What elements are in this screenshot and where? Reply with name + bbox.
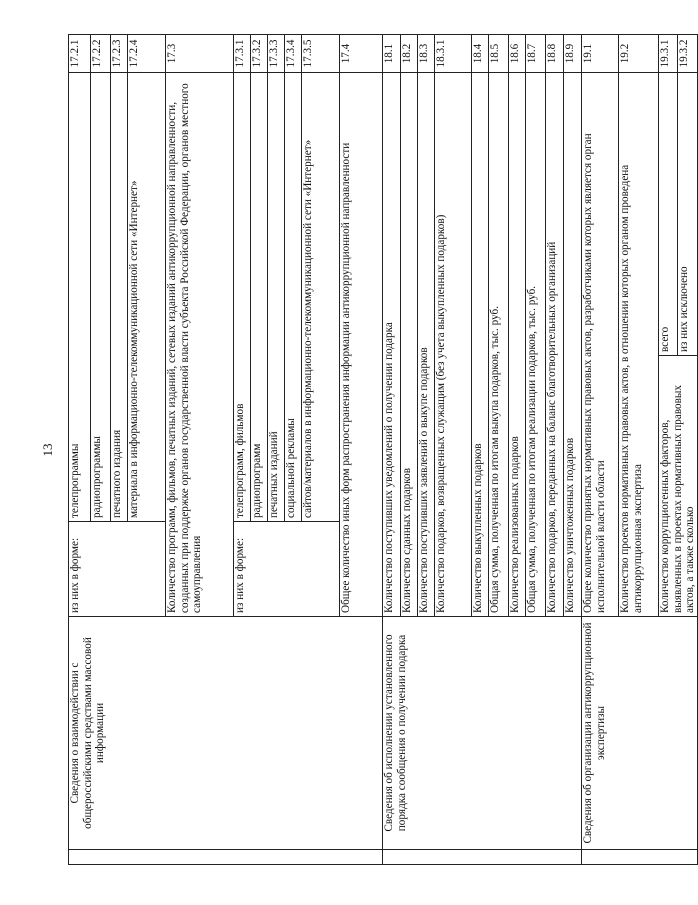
row-sub-label: радиопрограмм xyxy=(251,73,268,522)
section-title-gifts: Сведения об исполнении установленного порядка сообщения о получении подарка xyxy=(383,617,582,850)
row-label: Количество подарков, переданных на баланс благотворительных организаций xyxy=(546,73,564,617)
row-sub-label: всего xyxy=(659,73,678,356)
row-code: 19.2 xyxy=(619,35,659,73)
row-code: 18.3.1 xyxy=(435,35,472,73)
row-code: 17.2.2 xyxy=(91,35,111,73)
left-margin-cell xyxy=(69,850,383,865)
row-code: 17.3.4 xyxy=(285,35,302,73)
row-code: 18.1 xyxy=(383,35,401,73)
row-label: Количество уничтоженных подарков xyxy=(564,73,582,617)
table-row xyxy=(383,35,401,865)
row-sub-label: радиопрограммы xyxy=(91,73,111,522)
row-label: Количество программ, фильмов, печатных изданий, сетевых изданий антикоррупционной направленности, созданных при поддержке органов государственной власти субъекта Российской Федерации, органов местного самоуправления xyxy=(166,73,234,617)
row-label: Количество сданных подарков xyxy=(401,73,418,617)
row-sub-label: телепрограмм, фильмов xyxy=(234,73,251,522)
row-label: из них в форме: xyxy=(69,522,166,617)
row-code: 17.2.4 xyxy=(128,35,166,73)
table-row xyxy=(69,35,91,865)
page-number: 13 xyxy=(40,443,55,457)
row-label: Количество подарков, возвращенных служащим (без учета выкупленных подарков) xyxy=(435,73,472,617)
table-row xyxy=(582,35,619,865)
row-code: 18.8 xyxy=(546,35,564,73)
row-code: 18.6 xyxy=(509,35,526,73)
row-sub-label: материала в информационно-телекоммуникационной сети «Интернет» xyxy=(128,73,166,522)
row-sub-label: сайтов/материалов в информационно-телекоммуникационной сети «Интернет» xyxy=(302,73,340,522)
row-sub-label: печатного издания xyxy=(111,73,128,522)
row-code: 19.1 xyxy=(582,35,619,73)
row-label: Количество поступивших уведомлений о получении подарка xyxy=(383,73,401,617)
row-label: Количество выкупленных подарков xyxy=(472,73,489,617)
row-code: 17.3 xyxy=(166,35,234,73)
row-code: 17.3.2 xyxy=(251,35,268,73)
row-code: 17.2.3 xyxy=(111,35,128,73)
row-sub-label: телепрограммы xyxy=(69,73,91,522)
row-label: Количество реализованных подарков xyxy=(509,73,526,617)
form-table-rotated xyxy=(68,35,697,865)
row-code: 18.9 xyxy=(564,35,582,73)
report-table xyxy=(68,34,698,865)
row-label: Количество проектов нормативных правовых актов, в отношении которых органом проведена антикоррупционная экспертиза xyxy=(619,73,659,617)
row-label: Общее количество иных форм распространения информации антикоррупционной направленности xyxy=(340,73,383,617)
row-code: 19.3.2 xyxy=(678,35,697,73)
left-margin-cell xyxy=(582,850,698,865)
row-label: Количество поступивших заявлений о выкупе подарков xyxy=(418,73,435,617)
row-code: 18.7 xyxy=(526,35,546,73)
row-label: Общая сумма, полученная по итогам выкупа подарков, тыс. руб. xyxy=(489,73,509,617)
row-sub-label: из них исключено xyxy=(678,73,697,356)
left-margin-cell xyxy=(383,850,582,865)
row-label: Общая сумма, полученная по итогам реализации подарков, тыс. руб. xyxy=(526,73,546,617)
row-code: 17.2.1 xyxy=(69,35,91,73)
row-code: 17.3.5 xyxy=(302,35,340,73)
row-code: 18.3 xyxy=(418,35,435,73)
row-sub-label: социальной рекламы xyxy=(285,73,302,522)
section-title-media: Сведения о взаимодействии с общероссийскими средствами массовой информации xyxy=(69,617,383,850)
row-code: 18.4 xyxy=(472,35,489,73)
row-code: 17.4 xyxy=(340,35,383,73)
row-label: Количество коррупциогенных факторов, выявленных в проектах нормативных правовых актов, а также сколько xyxy=(659,356,698,617)
row-sub-label: печатных изданий xyxy=(268,73,285,522)
row-label: из них в форме: xyxy=(234,522,340,617)
row-label: Общее количество принятых нормативных правовых актов, разработчиками которых является орган исполнительной власти области xyxy=(582,73,619,617)
row-code: 17.3.3 xyxy=(268,35,285,73)
section-title-expertise: Сведения об организации антикоррупционной экспертизы xyxy=(582,617,698,850)
row-code: 19.3.1 xyxy=(659,35,678,73)
row-code: 18.5 xyxy=(489,35,509,73)
row-code: 18.2 xyxy=(401,35,418,73)
row-code: 17.3.1 xyxy=(234,35,251,73)
